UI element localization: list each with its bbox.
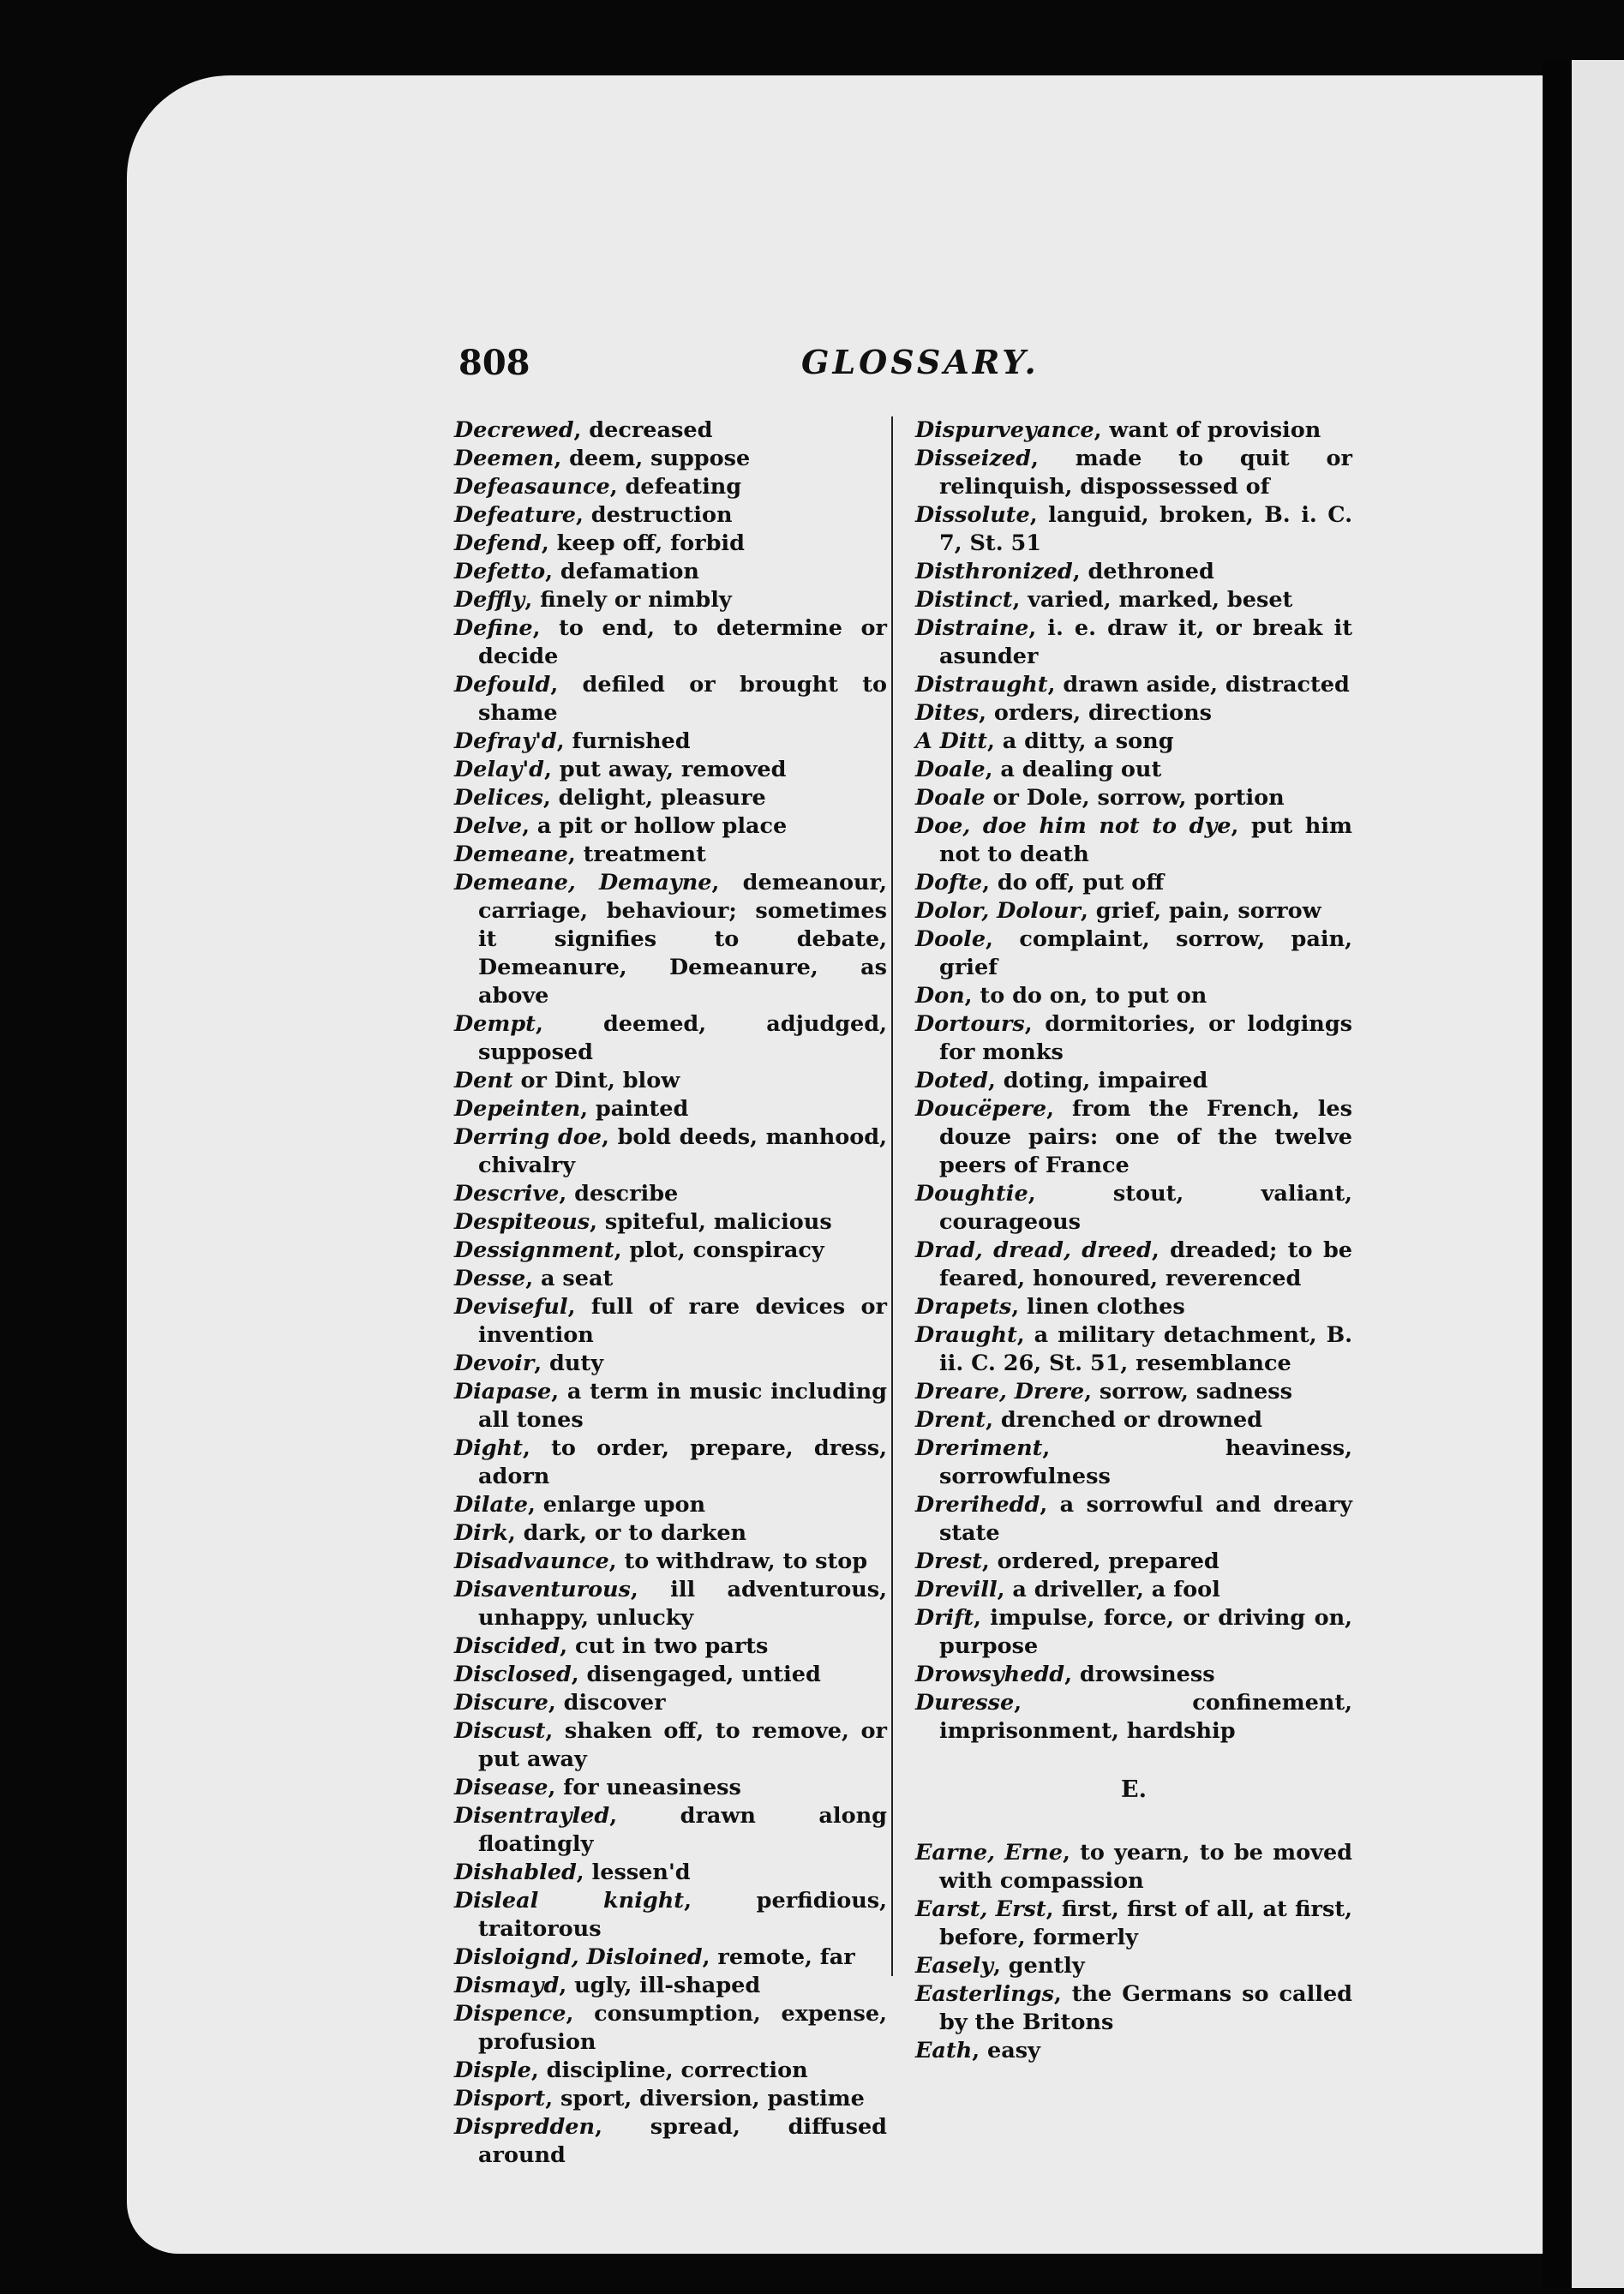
glossary-entry xyxy=(454,1548,887,1576)
headword: Dreriment xyxy=(915,1435,1043,1461)
glossary-entry xyxy=(915,1689,1352,1746)
page-header xyxy=(458,343,1363,394)
definition: , drawn along floatingly xyxy=(478,1803,887,1857)
headword: Dirk xyxy=(454,1520,508,1546)
page-gutter-shadow xyxy=(1543,60,1572,2288)
glossary-entry xyxy=(454,1576,887,1632)
headword: Easterlings xyxy=(915,1981,1054,2007)
glossary-entry xyxy=(915,1378,1352,1406)
definition: , bold deeds, manhood, chivalry xyxy=(478,1124,887,1178)
headword: Doale xyxy=(915,757,986,782)
headword: Drift xyxy=(915,1605,974,1631)
glossary-entry xyxy=(915,1661,1352,1689)
glossary-entry xyxy=(915,756,1352,784)
glossary-entry xyxy=(454,1802,887,1859)
glossary-entry xyxy=(454,2113,887,2170)
glossary-entry xyxy=(915,614,1352,671)
glossary-entry xyxy=(915,1576,1352,1604)
headword: Delve xyxy=(454,813,523,839)
headword: Deemen xyxy=(454,446,554,471)
definition: , want of provision xyxy=(1094,417,1321,443)
glossary-entry xyxy=(454,1067,887,1095)
definition: , sorrow, sadness xyxy=(1084,1379,1292,1405)
definition: , spiteful, malicious xyxy=(590,1209,832,1235)
definition: , ordered, prepared xyxy=(981,1548,1219,1574)
definition: , delight, pleasure xyxy=(542,785,766,811)
headword: Drapets xyxy=(915,1294,1012,1320)
glossary-entry xyxy=(454,1010,887,1067)
glossary-entry xyxy=(454,416,887,445)
headword: Demeane xyxy=(454,842,568,867)
scan-speck xyxy=(45,1609,105,1644)
definition: , orders, directions xyxy=(979,700,1213,726)
definition: , keep off, forbid xyxy=(541,530,745,556)
headword: Delay'd xyxy=(454,757,545,782)
definition: , the Germans so called by the Britons xyxy=(939,1981,1352,2035)
definition: , a dealing out xyxy=(985,757,1162,782)
glossary-entry xyxy=(915,586,1352,614)
definition: , first, first of all, at first, before, formerly xyxy=(939,1896,1352,1950)
headword: Deffly xyxy=(454,587,525,613)
glossary-entry xyxy=(454,1293,887,1350)
glossary-entry xyxy=(915,1067,1352,1095)
glossary-entry xyxy=(454,1237,887,1265)
glossary-entry xyxy=(915,1095,1352,1180)
headword: Desse xyxy=(454,1266,526,1291)
definition: , discipline, correction xyxy=(530,2057,808,2083)
glossary-entry xyxy=(915,1180,1352,1237)
definition: , painted xyxy=(580,1096,689,1122)
headword: Earst, Erst xyxy=(915,1896,1046,1922)
definition: , complaint, sorrow, pain, grief xyxy=(939,926,1352,980)
definition: , a ditty, a song xyxy=(987,728,1174,754)
glossary-entry xyxy=(915,671,1352,699)
glossary-entry xyxy=(915,925,1352,982)
definition: , defeating xyxy=(609,474,742,500)
headword: Demeane, Demayne xyxy=(454,870,712,895)
definition: , a term in music including all tones xyxy=(478,1379,887,1433)
definition: , full of rare devices or invention xyxy=(478,1294,887,1348)
definition: , put away, removed xyxy=(544,757,787,782)
glossary-entry xyxy=(454,1972,887,2000)
glossary-entry xyxy=(454,728,887,756)
headword: Dight xyxy=(454,1435,523,1461)
headword: Deviseful xyxy=(454,1294,568,1320)
definition: , sport, diversion, pastime xyxy=(545,2086,865,2111)
headword: Define xyxy=(454,615,533,641)
glossary-entry xyxy=(454,671,887,728)
definition: , doting, impaired xyxy=(987,1068,1208,1093)
running-head: GLOSSARY. xyxy=(801,343,1040,381)
definition: , describe xyxy=(559,1181,679,1207)
definition: , spread, diffused around xyxy=(478,2114,887,2168)
headword: Decrewed xyxy=(454,417,574,443)
definition: , a seat xyxy=(525,1266,614,1291)
definition: , grief, pain, sorrow xyxy=(1080,898,1321,924)
right-column xyxy=(915,416,1352,2065)
definition: , heaviness, sorrowfulness xyxy=(939,1435,1352,1489)
headword: Dispence xyxy=(454,2001,566,2027)
headword: Discure xyxy=(454,1690,548,1716)
glossary-entry xyxy=(454,1434,887,1491)
glossary-entry xyxy=(454,1887,887,1944)
glossary-entry xyxy=(915,1952,1352,1980)
glossary-entry xyxy=(454,1944,887,1972)
headword: Defould xyxy=(454,672,551,698)
glossary-entry xyxy=(915,1896,1352,1952)
headword: Doale xyxy=(915,785,986,811)
headword: Disple xyxy=(454,2057,531,2083)
glossary-entry xyxy=(915,1980,1352,2037)
headword: Derring doe xyxy=(454,1124,602,1150)
headword: Defeasaunce xyxy=(454,474,610,500)
definition: , a pit or hollow place xyxy=(522,813,788,839)
glossary-entry xyxy=(915,1237,1352,1293)
glossary-entry xyxy=(915,2037,1352,2065)
glossary-entry xyxy=(454,784,887,812)
glossary-entry xyxy=(454,841,887,869)
headword: Disease xyxy=(454,1775,548,1800)
headword: Defray'd xyxy=(454,728,557,754)
headword: A Ditt xyxy=(915,728,988,754)
headword: Dites xyxy=(915,700,980,726)
definition: , to order, prepare, dress, adorn xyxy=(478,1435,887,1489)
headword: Disloignd, Disloined xyxy=(454,1944,703,1970)
definition: , drawn aside, distracted xyxy=(1047,672,1350,698)
glossary-entry xyxy=(915,1406,1352,1434)
definition: , consumption, expense, profusion xyxy=(478,2001,887,2055)
definition: , ill adventurous, unhappy, unlucky xyxy=(478,1577,887,1631)
definition: , discover xyxy=(548,1690,666,1716)
glossary-entry xyxy=(454,2085,887,2113)
headword: Drerihedd xyxy=(915,1492,1040,1518)
glossary-entry xyxy=(454,501,887,530)
glossary-entry xyxy=(915,1491,1352,1548)
glossary-entry xyxy=(454,1774,887,1802)
definition: , lessen'd xyxy=(576,1860,691,1885)
glossary-entry xyxy=(915,1604,1352,1661)
headword: Distinct xyxy=(915,587,1013,613)
glossary-entry xyxy=(915,1321,1352,1378)
headword: Disclosed xyxy=(454,1662,572,1687)
headword: Depeinten xyxy=(454,1096,581,1122)
definition: , cut in two parts xyxy=(560,1633,769,1659)
glossary-entry xyxy=(454,1519,887,1548)
headword: Doted xyxy=(915,1068,988,1093)
definition: , from the French, les douze pairs: one of the twelve peers of France xyxy=(939,1096,1352,1178)
glossary-entry xyxy=(454,2000,887,2057)
glossary-entry xyxy=(454,530,887,558)
glossary-entry xyxy=(915,1293,1352,1321)
definition: , plot, conspiracy xyxy=(614,1237,824,1263)
headword: Drevill xyxy=(915,1577,998,1602)
definition: , disengaged, untied xyxy=(571,1662,821,1687)
definition: , stout, valiant, courageous xyxy=(939,1181,1352,1235)
definition: , dreaded; to be feared, honoured, reverenced xyxy=(939,1237,1352,1291)
headword: Don xyxy=(915,983,965,1009)
glossary-entry xyxy=(454,1378,887,1434)
headword: Drad, dread, dreed xyxy=(915,1237,1152,1263)
glossary-entry xyxy=(454,756,887,784)
glossary-entry xyxy=(454,1632,887,1661)
headword: Disleal knight xyxy=(454,1888,685,1914)
glossary-entry xyxy=(454,2057,887,2085)
headword: Dolor, Dolour xyxy=(915,898,1081,924)
headword: Disport xyxy=(454,2086,546,2111)
glossary-entry xyxy=(915,869,1352,897)
glossary-entry xyxy=(454,1265,887,1293)
glossary-entry xyxy=(454,1095,887,1123)
glossary-entry xyxy=(915,982,1352,1010)
glossary-entry xyxy=(915,897,1352,925)
glossary-entry xyxy=(915,1548,1352,1576)
headword: Draught xyxy=(915,1322,1017,1348)
glossary-entry xyxy=(454,1859,887,1887)
headword: Discust xyxy=(454,1718,546,1744)
headword: Drest xyxy=(915,1548,982,1574)
glossary-entry xyxy=(915,1010,1352,1067)
definition: , deem, suppose xyxy=(554,446,751,471)
glossary-entry xyxy=(454,869,887,1010)
definition: , confinement, imprisonment, hardship xyxy=(939,1690,1352,1744)
definition: , drowsiness xyxy=(1064,1662,1215,1687)
glossary-entry xyxy=(915,1434,1352,1491)
definition: , drenched or drowned xyxy=(986,1407,1263,1433)
definition: , easy xyxy=(972,2038,1040,2063)
glossary-entry xyxy=(454,445,887,473)
definition: , dormitories, or lodgings for monks xyxy=(939,1011,1352,1065)
left-column xyxy=(454,416,887,2170)
definition: , defamation xyxy=(545,559,699,584)
definition: , enlarge upon xyxy=(528,1492,706,1518)
definition: , treatment xyxy=(567,842,706,867)
definition: , finely or nimbly xyxy=(524,587,732,613)
definition: , furnished xyxy=(556,728,691,754)
definition: , varied, marked, beset xyxy=(1012,587,1293,613)
definition: , perfidious, traitorous xyxy=(478,1888,887,1942)
headword: Easely xyxy=(915,1953,994,1979)
glossary-entry xyxy=(915,416,1352,445)
next-page-edge xyxy=(1572,60,1624,2288)
headword: Despiteous xyxy=(454,1209,590,1235)
headword: Defeature xyxy=(454,502,577,528)
headword: Dilate xyxy=(454,1492,529,1518)
definition: , languid, broken, B. i. C. 7, St. 51 xyxy=(939,502,1352,556)
column-divider xyxy=(891,416,893,1976)
headword: Drent xyxy=(915,1407,986,1433)
glossary-entry xyxy=(915,728,1352,756)
definition: , dark, or to darken xyxy=(507,1520,747,1546)
headword: Disseized xyxy=(915,446,1031,471)
definition: , deemed, adjudged, supposed xyxy=(478,1011,887,1065)
headword: Disthronized xyxy=(915,559,1073,584)
headword: Disentrayled xyxy=(454,1803,610,1829)
headword: Dessignment xyxy=(454,1237,614,1263)
headword: Dortours xyxy=(915,1011,1025,1037)
headword: Doole xyxy=(915,926,986,952)
definition: , to do on, to put on xyxy=(964,983,1208,1009)
headword: Doucëpere xyxy=(915,1096,1047,1122)
headword: Diapase xyxy=(454,1379,552,1405)
definition: , a military detachment, B. ii. C. 26, St. 51, resemblance xyxy=(939,1322,1352,1376)
headword: Disaventurous xyxy=(454,1577,631,1602)
definition: or Dint, blow xyxy=(512,1068,680,1093)
headword: Dispredden xyxy=(454,2114,596,2140)
headword: Drowsyhedd xyxy=(915,1662,1065,1687)
headword: Dreare, Drere xyxy=(915,1379,1085,1405)
glossary-entry xyxy=(915,812,1352,869)
headword: Descrive xyxy=(454,1181,560,1207)
definition: , made to quit or relinquish, dispossessed of xyxy=(939,446,1352,500)
definition: , to withdraw, to stop xyxy=(608,1548,868,1574)
glossary-entry xyxy=(454,812,887,841)
headword: Defend xyxy=(454,530,542,556)
headword: Eath xyxy=(915,2038,973,2063)
glossary-entry xyxy=(915,699,1352,728)
glossary-entry xyxy=(454,473,887,501)
glossary-entry xyxy=(915,1839,1352,1896)
definition: , destruction xyxy=(576,502,733,528)
headword: Doe, doe him not to dye xyxy=(915,813,1231,839)
glossary-entry xyxy=(915,501,1352,558)
definition: , do off, put off xyxy=(982,870,1165,895)
glossary-entry xyxy=(454,1491,887,1519)
definition: , to yearn, to be moved with compassion xyxy=(939,1840,1352,1894)
headword: Dofte xyxy=(915,870,983,895)
definition: , to end, to determine or decide xyxy=(478,615,887,669)
headword: Dispurveyance xyxy=(915,417,1094,443)
headword: Distraine xyxy=(915,615,1029,641)
definition: , i. e. draw it, or break it asunder xyxy=(939,615,1352,669)
glossary-entry xyxy=(915,558,1352,586)
definition: , decreased xyxy=(573,417,713,443)
headword: Disadvaunce xyxy=(454,1548,609,1574)
glossary-entry xyxy=(454,1208,887,1237)
definition: , demeanour, carriage, behaviour; sometimes it signifies to debate, Demeanure, Demeanure, as above xyxy=(478,870,887,1009)
glossary-entry xyxy=(454,1689,887,1717)
definition: , put him not to death xyxy=(939,813,1352,867)
headword: Devoir xyxy=(454,1351,535,1376)
definition: , impulse, force, or driving on, purpose xyxy=(939,1605,1352,1659)
headword: Duresse xyxy=(915,1690,1015,1716)
definition: , duty xyxy=(534,1351,604,1376)
glossary-entry xyxy=(454,614,887,671)
headword: Distraught xyxy=(915,672,1048,698)
glossary-entry xyxy=(454,1123,887,1180)
headword: Dishabled xyxy=(454,1860,577,1885)
headword: Earne, Erne xyxy=(915,1840,1063,1866)
glossary-entry xyxy=(454,1350,887,1378)
definition: , shaken off, to remove, or put away xyxy=(478,1718,887,1772)
definition: , linen clothes xyxy=(1011,1294,1185,1320)
definition: , ugly, ill-shaped xyxy=(559,1973,761,1998)
headword: Doughtie xyxy=(915,1181,1028,1207)
definition: , a sorrowful and dreary state xyxy=(939,1492,1352,1546)
section-letter: E. xyxy=(1121,1776,1147,1803)
glossary-entry xyxy=(454,1661,887,1689)
headword: Discided xyxy=(454,1633,560,1659)
definition: , for uneasiness xyxy=(548,1775,741,1800)
headword: Dent xyxy=(454,1068,513,1093)
definition: , dethroned xyxy=(1072,559,1214,584)
glossary-entry xyxy=(454,1717,887,1774)
glossary-entry xyxy=(915,445,1352,501)
definition: , defiled or brought to shame xyxy=(478,672,887,726)
glossary-entry xyxy=(454,558,887,586)
headword: Defetto xyxy=(454,559,546,584)
page-number: 808 xyxy=(458,343,530,383)
glossary-entry xyxy=(915,784,1352,812)
glossary-entry xyxy=(454,1180,887,1208)
definition: , gently xyxy=(993,1953,1085,1979)
definition: , remote, far xyxy=(702,1944,855,1970)
headword: Delices xyxy=(454,785,543,811)
glossary-entry xyxy=(454,586,887,614)
definition: , a driveller, a fool xyxy=(997,1577,1220,1602)
headword: Dissolute xyxy=(915,502,1030,528)
headword: Dempt xyxy=(454,1011,536,1037)
definition: or Dole, sorrow, portion xyxy=(985,785,1285,811)
headword: Dismayd xyxy=(454,1973,560,1998)
